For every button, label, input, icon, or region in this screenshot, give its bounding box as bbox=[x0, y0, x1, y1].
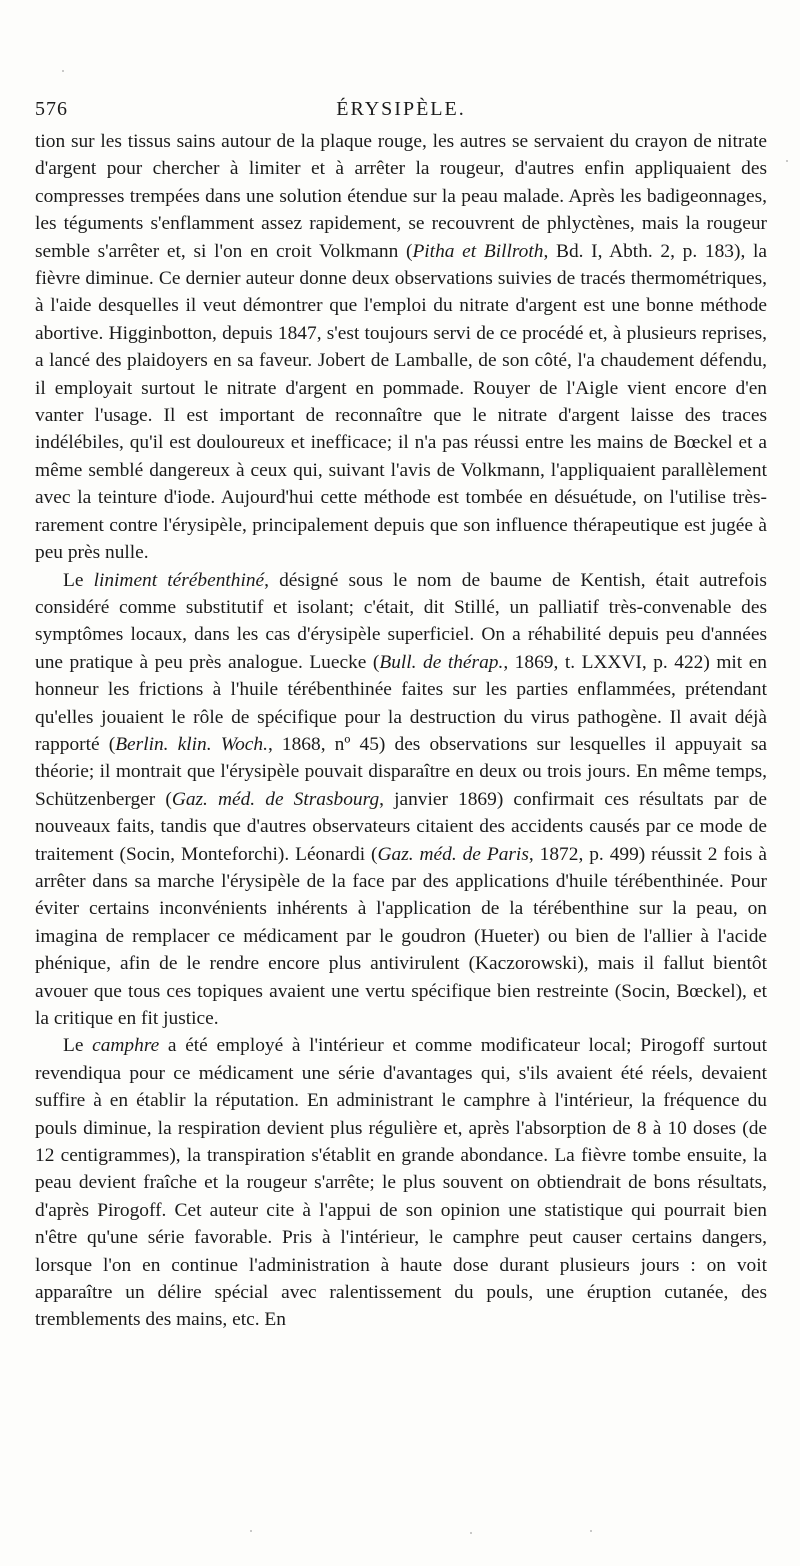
text-segment: , 1872, p. 499) réussit 2 fois à arrêter dans sa marche l'érysipèle de la face par des applications d'huile térébenthinée. Pour éviter certains inconvénients inhérents à l'application de la térébenthine sur la peau, on imagina de remplacer ce médicament par le goudron (Hueter) ou bien de l'allier à l'acide phénique, afin de le rendre encore plus antivirulent (Kaczorowski), mais il fallut bientôt avouer que tous ces topiques avaient une vertu spécifique bien restreinte (Socin, Bœckel), et la critique en fit justice. bbox=[35, 843, 767, 1029]
citation-italic: Pitha et Billroth bbox=[412, 240, 544, 262]
text-segment: tion sur les tissus sains autour de la plaque rouge, les autres se servaient du crayon de nitrate d'argent pour chercher à limiter et à arrêter la rougeur, d'autres enfin appliquaient des compresses trempées dans une solution étendue sur la peau malade. Après les badigeonnages, les téguments s'enflamment assez rapidement, se recouvrent de phlyctènes, mais la rougeur semble s'arrêter et, si l'on en croit Volkmann ( bbox=[35, 131, 767, 262]
running-title: ÉRYSIPÈLE. bbox=[336, 98, 466, 120]
text-segment: Le bbox=[63, 569, 94, 591]
citation-italic: Berlin. klin. Woch. bbox=[115, 733, 268, 755]
citation-italic: Gaz. méd. de Paris bbox=[377, 843, 529, 865]
term-italic: camphre bbox=[92, 1035, 160, 1057]
text-segment: , désigné sous le nom de baume de Kentish, était autrefois considéré comme substitutif et isolant; c'était, dit Stillé, un palliatif très-convenable des symptômes locaux, dans les cas d'érysipèle superficiel. On a réhabilité depuis peu d'années une pratique à peu près analogue. Luecke ( bbox=[35, 569, 767, 673]
paragraph-camphre bbox=[35, 1032, 767, 1333]
scan-speck bbox=[250, 1530, 252, 1532]
page-number: 576 bbox=[35, 98, 68, 120]
term-italic: liniment térébenthiné bbox=[93, 569, 265, 591]
text-segment: , janvier 1869) confirmait ces résultats par de nouveaux faits, tandis que d'autres observateurs citaient des accidents causés par ce mode de traitement (Socin, Monteforchi). Léonardi ( bbox=[35, 788, 767, 865]
scan-speck bbox=[590, 1530, 592, 1532]
citation-italic: Bull. de thérap. bbox=[379, 651, 504, 673]
text-segment: , 1869, t. LXXVI, p. 422) mit en honneur les frictions à l'huile térébenthinée faites sur les parties enflammées, prétendant qu'elles jouaient le rôle de spécifique pour la destruction du virus pathogène. Il avait déjà rapporté ( bbox=[35, 651, 768, 755]
paragraph-nitrate bbox=[35, 128, 767, 567]
text-segment: a été employé à l'intérieur et comme modificateur local; Pirogoff surtout revendiqua pour ce médicament une série d'avantages qui, s'ils avaient été réels, devaient suffire à en établir la réputation. En administrant le camphre à l'intérieur, la fréquence du pouls diminue, la respiration devient plus régulière et, après l'absorption de 8 à 10 doses (de 12 centigrammes), la transpiration s'établit en grande abondance. La fièvre tombe ensuite, la peau devient fraîche et la rougeur s'arrête; le plus souvent on obtiendrait de bons résultats, d'après Pirogoff. Cet auteur cite à l'appui de son opinion une statistique qui pourrait bien n'être qu'une série favorable. Pris à l'intérieur, le camphre peut causer certains dangers, lorsque l'on en continue l'administration à haute dose durant plusieurs jours : on voit apparaître un délire spécial avec ralentissement du pouls, une éruption cutanée, des tremblements des mains, etc. En bbox=[35, 1035, 768, 1331]
citation-italic: Gaz. méd. de Strasbourg bbox=[171, 788, 380, 810]
text-segment: , Bd. I, Abth. 2, p. 183), la fièvre diminue. Ce dernier auteur donne deux observations suivies de tracés thermométriques, à l'aide desquelles il veut démontrer que l'emploi du nitrate d'argent est une bonne méthode abortive. Higginbotton, depuis 1847, s'est toujours servi de ce procédé et, à plusieurs reprises, a lancé des plaidoyers en sa faveur. Jobert de Lamballe, de son côté, l'a chaudement défendu, il employait surtout le nitrate d'argent en pommade. Rouyer de l'Aigle vient encore d'en vanter l'usage. Il est important de reconnaître que le nitrate d'argent laisse des traces indélébiles, qu'il est douloureux et inefficace; il n'a pas réussi entre les mains de Bœckel et a même semblé dangereux à ceux qui, suivant l'avis de Volkmann, l'appliquaient parallèlement avec la teinture d'iode. Aujourd'hui cette méthode est tombée en désuétude, on l'utilise très-rarement contre l'érysipèle, principalement depuis que son influence thérapeutique est jugée à peu près nulle. bbox=[35, 240, 767, 564]
paragraph-liniment bbox=[35, 567, 767, 1033]
scan-speck bbox=[786, 160, 788, 162]
scan-speck bbox=[470, 1532, 472, 1534]
scan-speck bbox=[62, 70, 64, 72]
running-head bbox=[35, 92, 767, 128]
text-segment: Le bbox=[63, 1035, 93, 1057]
text-segment: , 1868, nº 45) des observations sur lesquelles il appuyait sa théorie; il montrait que l'érysipèle pouvait disparaître en deux ou trois jours. En même temps, Schützenberger ( bbox=[35, 733, 768, 810]
book-page bbox=[35, 92, 767, 1334]
